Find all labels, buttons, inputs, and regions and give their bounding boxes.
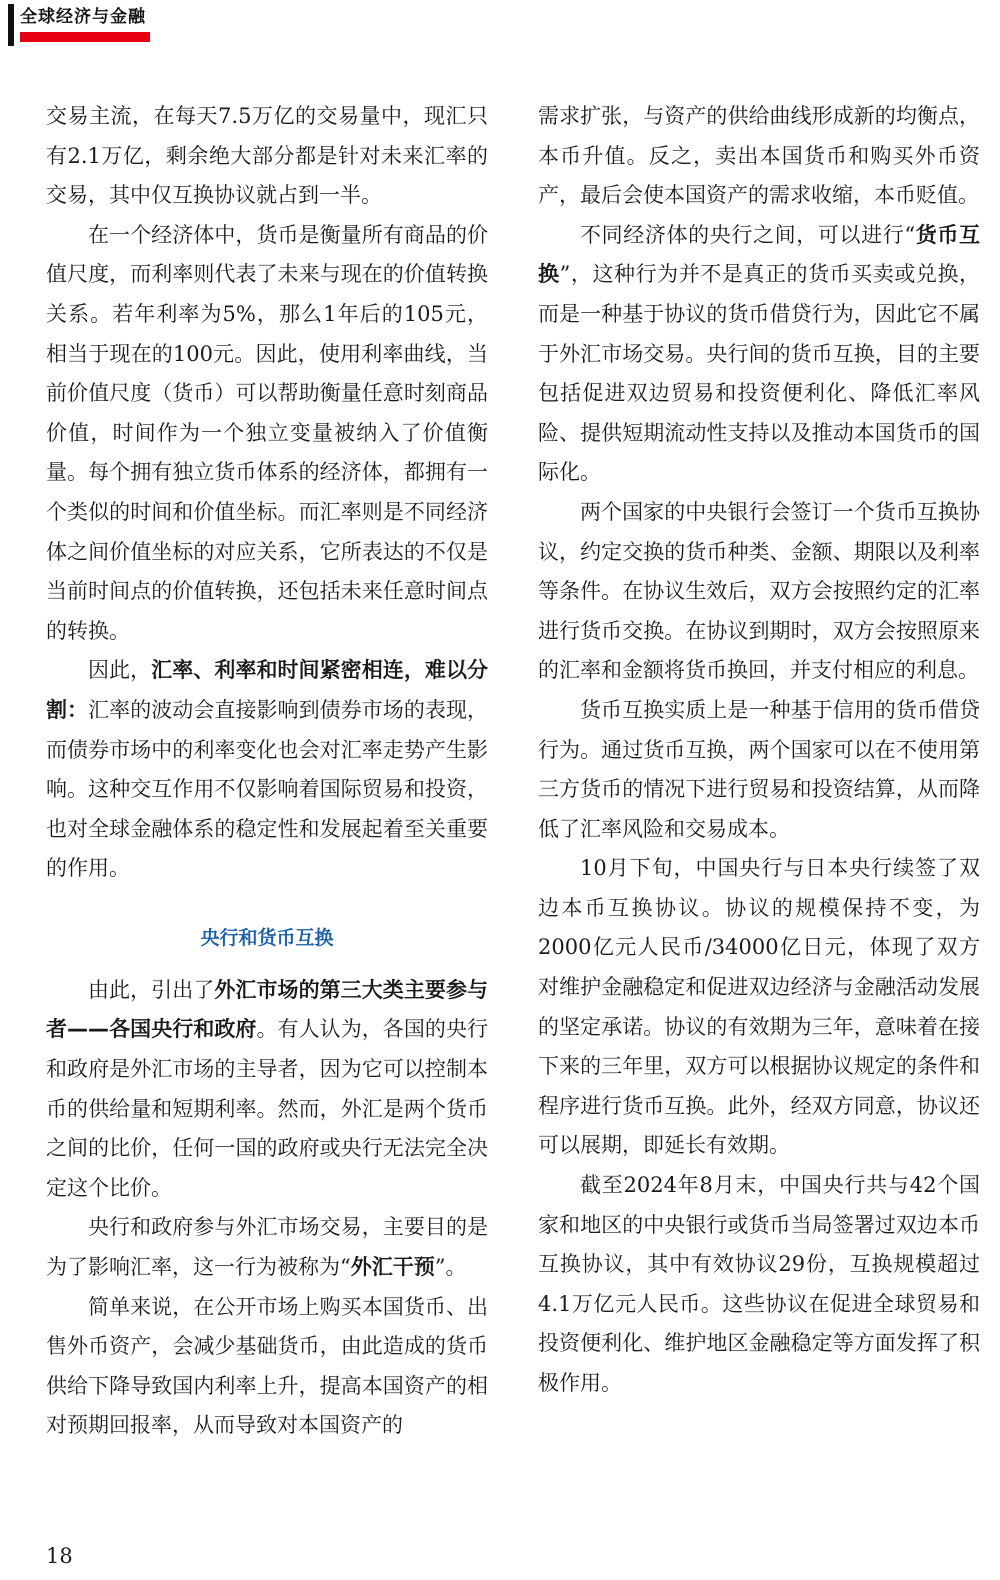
header-bar — [8, 4, 14, 46]
right-paragraph-5: 10月下旬，中国央行与日本央行续签了双边本币互换协议。协议的规模保持不变，为2000亿元人民币/34000亿日元，体现了双方对维护金融稳定和促进双边经济与金融活动发展的坚定承诺。协议的有效期为三年，意味着在接下来的三年里，双方可以根据协议规定的条件和程序进行货币互换。此外，经双方同意，协议还可以展期，即延长有效期。 — [538, 856, 980, 1158]
right-paragraph-3: 两个国家的中央银行会签订一个货币互换协议，约定交换的货币种类、金额、期限以及利率等条件。在协议生效后，双方会按照约定的汇率进行货币交换。在协议到期时，双方会按照原来的汇率和金额将货币换回，并支付相应的利息。 — [538, 499, 980, 683]
rp2-post: ”，这种行为并不是真正的货币买卖或兑换，而是一种基于协议的货币借贷行为，因此它不属于外汇市场交易。央行间的货币互换，目的主要包括促进双边贸易和投资便利化、降低汇率风险、提供短期流动性支持以及推动本国货币的国际化。 — [538, 262, 981, 485]
left-paragraph-1: 交易主流，在每天7.5万亿的交易量中，现汇只有2.1万亿，剩余绝大部分都是针对未来汇率的交易，其中仅互换协议就占到一半。 — [46, 104, 488, 208]
right-paragraph-4: 货币互换实质上是一种基于信用的货币借贷行为。通过货币互换，两个国家可以在不使用第三方货币的情况下进行贸易和投资结算，从而降低了汇率风险和交易成本。 — [538, 697, 980, 841]
page-number: 18 — [46, 1544, 73, 1568]
p4-pre: 由此，引出了 — [88, 977, 215, 1002]
right-paragraph-1: 需求扩张，与资产的供给曲线形成新的均衡点，本币升值。反之，卖出本国货币和购买外币资产，最后会使本国资产的需求收缩，本币贬值。 — [538, 104, 980, 208]
right-paragraph-2 — [538, 216, 980, 493]
header-accent-stripe — [20, 32, 150, 42]
left-column — [46, 97, 488, 1446]
left-paragraph-4 — [46, 971, 488, 1209]
header-title: 全球经济与金融 — [20, 7, 146, 27]
p3-post: 汇率的波动会直接影响到债券市场的表现，而债券市场中的利率变化也会对汇率走势产生影响。这种交互作用不仅影响着国际贸易和投资，也对全球金融体系的稳定性和发展起着至关重要的作用。 — [46, 697, 489, 881]
section-heading: 央行和货币互换 — [200, 926, 334, 949]
rp2-emphasis: 货币互换 — [538, 222, 980, 287]
left-paragraph-5 — [46, 1208, 488, 1287]
p3-emphasis: 汇率、利率和时间紧密相连，难以分割： — [46, 658, 489, 722]
p4-emphasis: 外汇市场的第三大类主要参与者——各国央行和政府 — [46, 977, 489, 1042]
right-column — [538, 97, 980, 1404]
p5-pre: 央行和政府参与外汇市场交易，主要目的是为了影响汇率，这一行为被称为“ — [46, 1215, 488, 1280]
p4-post: 。有人认为，各国的央行和政府是外汇市场的主导者，因为它可以控制本币的供给量和短期利率。然而，外汇是两个货币之间的比价，任何一国的政府或央行无法完全决定这个比价。 — [46, 1017, 489, 1200]
left-paragraph-6: 简单来说，在公开市场上购买本国货币、出售外币资产，会减少基础货币，由此造成的货币供给下降导致国内利率上升，提高本国资产的相对预期回报率，从而导致对本国资产的 — [46, 1294, 488, 1438]
p3-pre: 因此， — [88, 658, 152, 683]
left-paragraph-2: 在一个经济体中，货币是衡量所有商品的价值尺度，而利率则代表了未来与现在的价值转换关系。若年利率为5%，那么1年后的105元，相当于现在的100元。因此，使用利率曲线，当前价值尺度（货币）可以帮助衡量任意时刻商品价值，时间作为一个独立变量被纳入了价值衡量。每个拥有独立货币体系的经济体，都拥有一个类似的时间和价值坐标。而汇率则是不同经济体之间价值坐标的对应关系，它所表达的不仅是当前时间点的价值转换，还包括未来任意时间点的转换。 — [46, 222, 488, 643]
rp2-pre: 不同经济体的央行之间，可以进行“ — [580, 222, 916, 247]
p5-emphasis: 外汇干预 — [350, 1255, 435, 1280]
p5-post: ”。 — [434, 1255, 467, 1280]
right-paragraph-6: 截至2024年8月末，中国央行共与42个国家和地区的中央银行或货币当局签署过双边本币互换协议，其中有效协议29份，互换规模超过4.1万亿元人民币。这些协议在促进全球贸易和投资便利化、维护地区金融稳定等方面发挥了积极作用。 — [538, 1173, 980, 1395]
left-paragraph-3 — [46, 651, 488, 889]
